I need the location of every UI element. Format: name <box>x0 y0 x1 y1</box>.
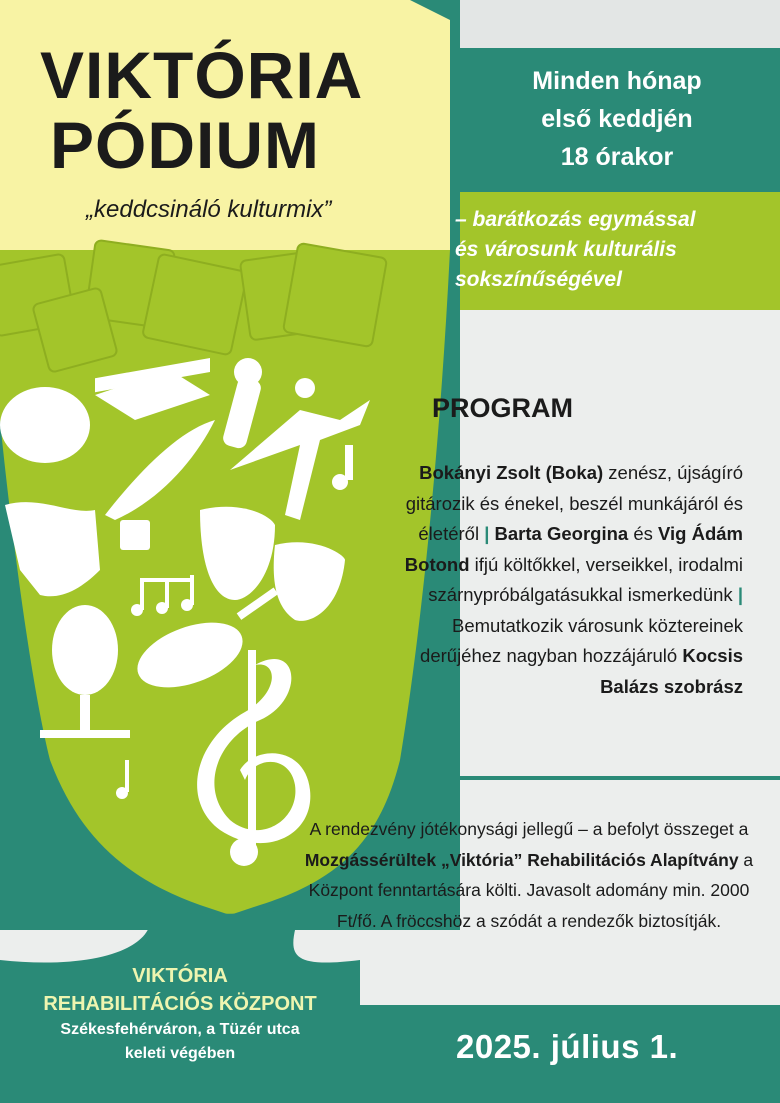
schedule-line-2: első keddjén <box>541 105 693 133</box>
schedule-line-3: 18 órakor <box>560 143 674 171</box>
performer-2-name-2: Vig Ádám Botond <box>404 523 743 575</box>
vintage-mic-icon <box>52 605 118 695</box>
performer-2-name-1: Barta Georgina <box>494 523 629 544</box>
charity-text-1: A rendezvény jótékonysági jellegű – a befolyt összeget a <box>309 819 749 839</box>
ink-icon <box>120 520 150 550</box>
venue-line-2: REHABILITÁCIÓS KÖZPONT <box>43 993 317 1015</box>
venue-line-4: keleti végében <box>124 1045 236 1062</box>
eighth-note-icon <box>125 760 129 792</box>
performer-1-name: Bokányi Zsolt (Boka) <box>419 462 604 483</box>
charity-note <box>292 814 766 936</box>
charity-text-2: a Központ fenntartására költi. Javasolt adomány min. 2000 Ft/fő. A fröccshöz a szódát a rendezők biztosítják. <box>308 849 754 931</box>
venue-line-3: Székesfehérváron, a Tüzér utca <box>60 1021 300 1038</box>
separator-2: | <box>737 584 743 605</box>
event-title <box>40 40 363 180</box>
program-description <box>395 458 743 702</box>
charity-organization: Mozgássérültek „Viktória” Rehabilitációs Alapítvány <box>304 849 739 870</box>
palette-icon <box>0 387 90 463</box>
event-subtitle: „keddcsináló kulturmix” <box>86 196 332 223</box>
dancer-icon <box>295 378 315 398</box>
schedule-line-1: Minden hónap <box>532 67 702 95</box>
venue-block <box>0 962 360 1066</box>
tagline-line-3: sokszínűségével <box>455 268 622 291</box>
tagline-line-1: – barátkozás egymással <box>455 208 696 231</box>
title-line-1: VIKTÓRIA <box>40 38 364 112</box>
performer-3-text: Bemutatkozik városunk köztereinek derűjéhez nagyban hozzájáruló <box>420 614 743 666</box>
event-date: 2025. július 1. <box>456 1028 679 1065</box>
venue-line-1: VIKTÓRIA <box>132 965 228 987</box>
performer-1-text: zenész, újságíró gitározik és énekel, beszél munkájáról és életéről <box>405 462 743 544</box>
program-heading: PROGRAM <box>432 393 573 423</box>
performer-2-and: és <box>628 523 659 544</box>
tagline-box <box>455 205 755 295</box>
tagline-line-2: és városunk kulturális <box>455 238 677 261</box>
music-note-icon <box>345 445 353 480</box>
performer-2-text: ifjú költőkkel, verseikkel, irodalmi szárnypróbálgatásukkal ismerkedünk <box>428 553 743 605</box>
schedule-box <box>472 62 762 176</box>
performer-3-name: Kocsis Balázs szobrász <box>600 645 743 697</box>
separator-1: | <box>484 523 490 544</box>
title-line-2: PÓDIUM <box>50 108 320 182</box>
